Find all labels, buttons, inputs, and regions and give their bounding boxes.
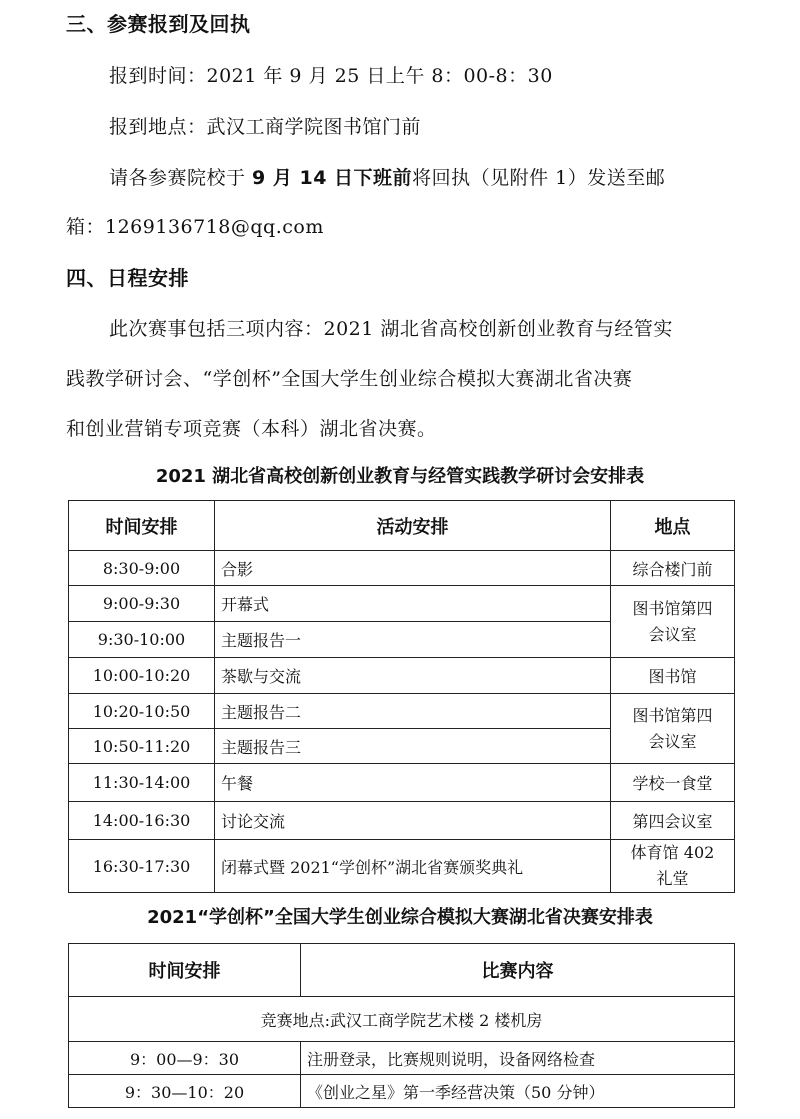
row-time: 9:30-10:00 [69,622,215,658]
row-activity: 开幕式 [215,586,611,622]
table-row [69,802,735,840]
table-row [69,551,735,586]
section-heading-registration: 三、参赛报到及回执 [66,12,251,36]
table-row [69,586,735,622]
registration-time: 报到时间：2021 年 9 月 25 日上午 8：00-8：30 [109,65,553,87]
table-row [69,764,735,802]
table-header-row [69,501,735,551]
header-time: 时间安排 [69,944,301,997]
row-place: 综合楼门前 [611,551,735,586]
row-time: 8:30-9:00 [69,551,215,586]
table-row [69,658,735,694]
row-activity: 讨论交流 [215,802,611,840]
header-time: 时间安排 [69,501,215,551]
row-time: 11:30-14:00 [69,764,215,802]
row-time: 9:00-9:30 [69,586,215,622]
row-place: 图书馆第四 会议室 [611,586,735,658]
table-header-row [69,944,735,997]
receipt-notice-pre: 请各参赛院校于 [109,167,253,189]
competition-schedule-table [68,943,735,1108]
row-content: 《创业之星》第一季经营决策（50 分钟） [301,1075,735,1108]
row-content: 注册登录，比赛规则说明，设备网络检查 [301,1042,735,1075]
table-row [69,1042,735,1075]
row-time: 10:20-10:50 [69,694,215,729]
seminar-schedule-table [68,500,735,893]
schedule-paragraph-line3: 和创业营销专项竞赛（本科）湖北省决赛。 [66,418,437,440]
schedule-paragraph-line2: 践教学研讨会、“学创杯”全国大学生创业综合模拟大赛湖北省决赛 [66,368,633,390]
receipt-deadline: 9 月 14 日下班前 [252,167,413,189]
row-activity: 主题报告一 [215,622,611,658]
row-activity: 主题报告二 [215,694,611,729]
row-activity: 闭幕式暨 2021“学创杯”湖北省赛颁奖典礼 [215,840,611,893]
row-time: 10:00-10:20 [69,658,215,694]
receipt-notice-post: 将回执（见附件 1）发送至邮 [412,167,666,189]
schedule-paragraph-line1: 此次赛事包括三项内容：2021 湖北省高校创新创业教育与经管实 [109,318,673,340]
row-time: 9：30—10：20 [69,1075,301,1108]
row-activity: 午餐 [215,764,611,802]
row-activity: 合影 [215,551,611,586]
row-activity: 茶歇与交流 [215,658,611,694]
competition-venue: 竞赛地点:武汉工商学院艺术楼 2 楼机房 [69,997,735,1042]
row-place: 图书馆 [611,658,735,694]
table-row [69,1075,735,1108]
table1-title: 2021 湖北省高校创新创业教育与经管实践教学研讨会安排表 [155,466,645,487]
receipt-email: 箱：1269136718@qq.com [66,216,324,238]
table-row [69,694,735,729]
row-time: 14:00-16:30 [69,802,215,840]
row-place: 第四会议室 [611,802,735,840]
venue-row [69,997,735,1042]
header-activity: 活动安排 [215,501,611,551]
row-time: 16:30-17:30 [69,840,215,893]
table-row [69,840,735,893]
table2-title: 2021“学创杯”全国大学生创业综合模拟大赛湖北省决赛安排表 [147,907,653,928]
row-time: 9：00—9：30 [69,1042,301,1075]
section-heading-schedule: 四、日程安排 [66,266,189,290]
row-time: 10:50-11:20 [69,729,215,764]
row-activity: 主题报告三 [215,729,611,764]
header-place: 地点 [611,501,735,551]
header-content: 比赛内容 [301,944,735,997]
receipt-notice [109,166,665,190]
row-place: 图书馆第四 会议室 [611,694,735,764]
row-place: 学校一食堂 [611,764,735,802]
row-place: 体育馆 402 礼堂 [611,840,735,893]
registration-place: 报到地点：武汉工商学院图书馆门前 [109,116,422,138]
